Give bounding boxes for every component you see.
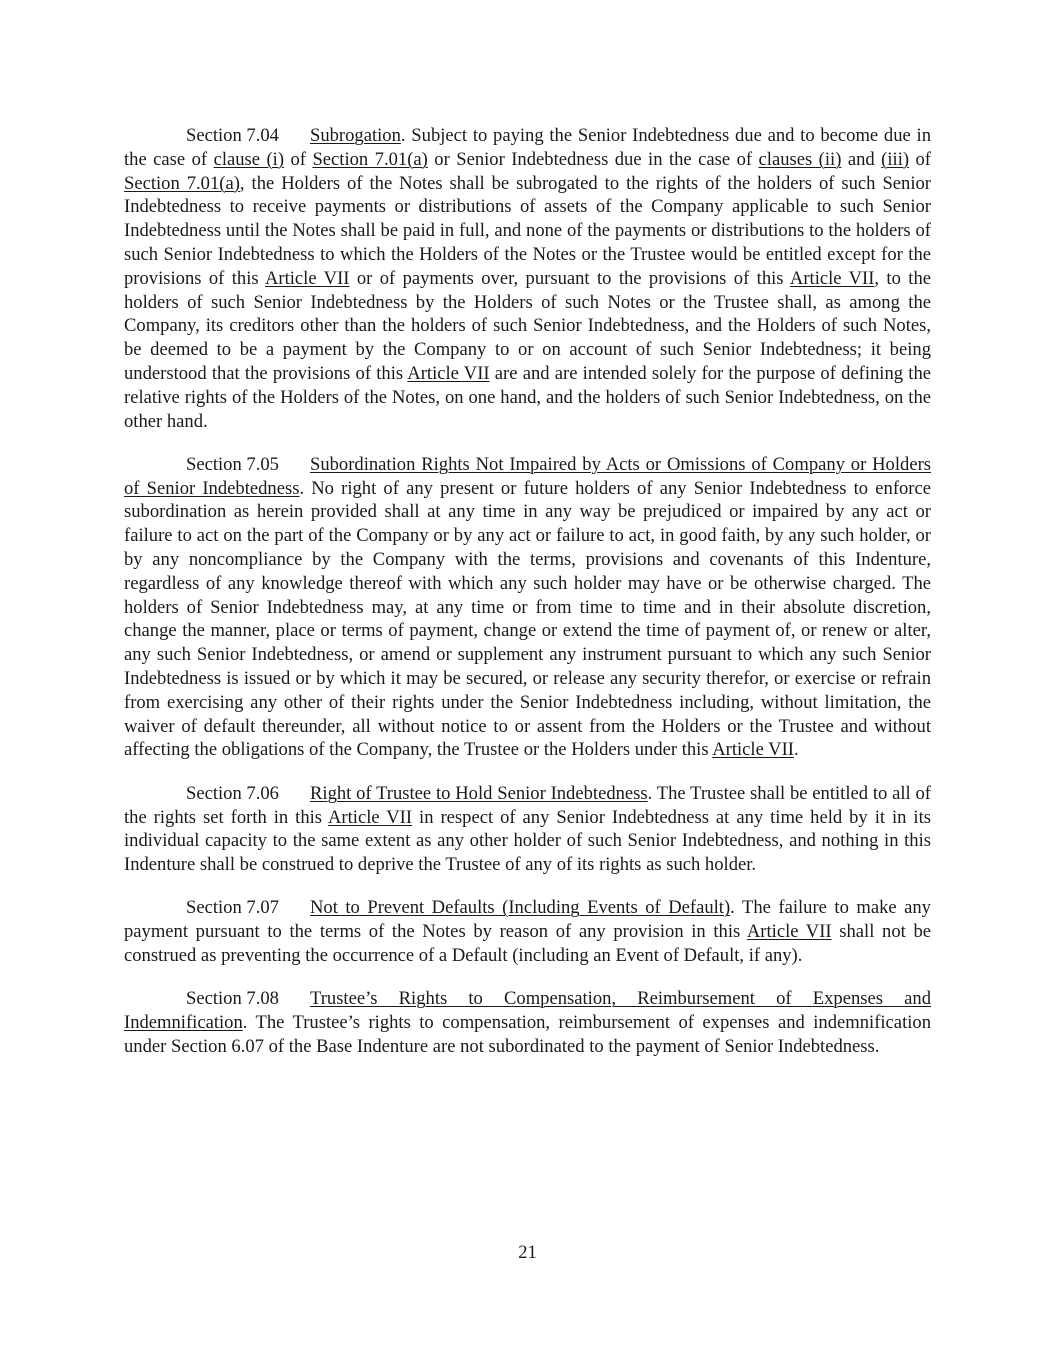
section-text: or Senior Indebtedness due in the case of <box>427 148 759 170</box>
section-text: . The Trustee shall be entitled to all of the rights set forth in this <box>124 782 931 828</box>
section-title: Not to Prevent Defaults (Including Events of Default) <box>310 897 731 919</box>
document-page <box>124 124 931 1078</box>
cross-reference: Article VII <box>746 921 832 943</box>
cross-reference: Article VII <box>712 739 794 761</box>
section-text: of <box>284 148 313 170</box>
section-text: and <box>841 148 882 170</box>
cross-reference: clauses (ii) <box>758 148 842 170</box>
cross-reference: Article VII <box>407 362 490 384</box>
section-text: . No right of any present or future holders of any Senior Indebtedness to enforce subordination as herein provided shall at any time in any way be prejudiced or impaired by any act or failure to act on the part of the Company or by any act or failure to act, in good faith, by any such holder, or by any noncompliance by the Company with the terms, provisions and covenants of this Indenture, regardless of any knowledge thereof with which any such holder may have or be otherwise charged. The holders of Senior Indebtedness may, at any time or from time to time and in their absolute discretion, change the manner, place or terms of payment, change or extend the time of payment of, or renew or alter, any such Senior Indebtedness, or amend or supplement any instrument pursuant to which any such Senior Indebtedness is issued or by which it may be secured, or release any security therefor, or exercise or refrain from exercising any other of their rights under the Senior Indebtedness including, without limitation, the waiver of default thereunder, all without notice to or assent from the Holders or the Trustee and without affecting the obligations of the Company, the Trustee or the Holders under this <box>124 477 931 761</box>
page-number: 21 <box>518 1242 537 1263</box>
section-number: Section 7.05 <box>186 453 279 475</box>
section-text: of <box>909 148 932 170</box>
section-text: , to the holders of such Senior Indebtedness by the Holders of such Notes or the Trustee shall, as among the Company, its creditors other than the holders of such Senior Indebtedness, and the Holders of such Notes, be deemed to be a payment by the Company to or on account of such Senior Indebtedness; it being understood that the provisions of this <box>124 267 931 384</box>
section-text: , the Holders of the Notes shall be subrogated to the rights of the holders of such Senior Indebtedness to receive payments or distributions of assets of the Company applicable to such Senior Indebtedness until the Notes shall be paid in full, and none of the payments or distributions to the holders of such Senior Indebtedness to which the Holders of the Notes or the Trustee would be entitled except for the provisions of this <box>124 172 931 289</box>
cross-reference: Article VII <box>264 267 350 289</box>
section-text: shall not be construed as preventing the occurrence of a Default (including an Event of Default, if any). <box>124 921 931 966</box>
section-text: are and are intended solely for the purpose of defining the relative rights of the Holders of the Notes, on one hand, and the holders of such Senior Indebtedness, on the other hand. <box>124 362 931 432</box>
cross-reference: (iii) <box>881 148 910 170</box>
section-title: Subrogation <box>310 125 401 146</box>
section-title: Trustee’s Rights to Compensation, Reimbursement of Expenses and Indemnification <box>124 988 931 1034</box>
section-text: . The failure to make any payment pursuant to the terms of the Notes by reason of any provision in this <box>124 897 931 943</box>
cross-reference: clause (i) <box>213 148 285 170</box>
section-7-05 <box>124 453 931 762</box>
section-number: Section 7.08 <box>186 988 279 1010</box>
section-title: Right of Trustee to Hold Senior Indebtedness <box>310 782 648 804</box>
section-number: Section 7.06 <box>186 782 279 804</box>
section-text: or of payments over, pursuant to the provisions of this <box>349 267 790 289</box>
cross-reference: Section 7.01(a) <box>312 148 428 170</box>
section-text: . <box>793 739 799 761</box>
section-text: in respect of any Senior Indebtedness at any time held by it in its individual capacity to the same extent as any other holder of such Senior Indebtedness, and nothing in this Indenture shall be construed to deprive the Trustee of any of its rights as such holder. <box>124 806 932 876</box>
section-7-08 <box>124 987 931 1058</box>
section-text: . The Trustee’s rights to compensation, reimbursement of expenses and indemnification under Section 6.07 of the Base Indenture are not subordinated to the payment of Senior Indebtedness. <box>124 1012 931 1057</box>
cross-reference: Section 7.01(a) <box>124 172 240 194</box>
section-7-06 <box>124 782 931 877</box>
section-number: Section 7.04 <box>186 125 279 146</box>
cross-reference: Article VII <box>328 806 413 828</box>
section-7-07 <box>124 896 931 967</box>
section-7-04 <box>124 124 931 433</box>
cross-reference: Article VII <box>789 267 875 289</box>
section-number: Section 7.07 <box>186 897 279 919</box>
section-title: Subordination Rights Not Impaired by Acts or Omissions of Company or Holders of Senior Indebtedness <box>124 453 931 499</box>
section-text: . Subject to paying the Senior Indebtedness due and to become due in the case of <box>124 125 931 170</box>
